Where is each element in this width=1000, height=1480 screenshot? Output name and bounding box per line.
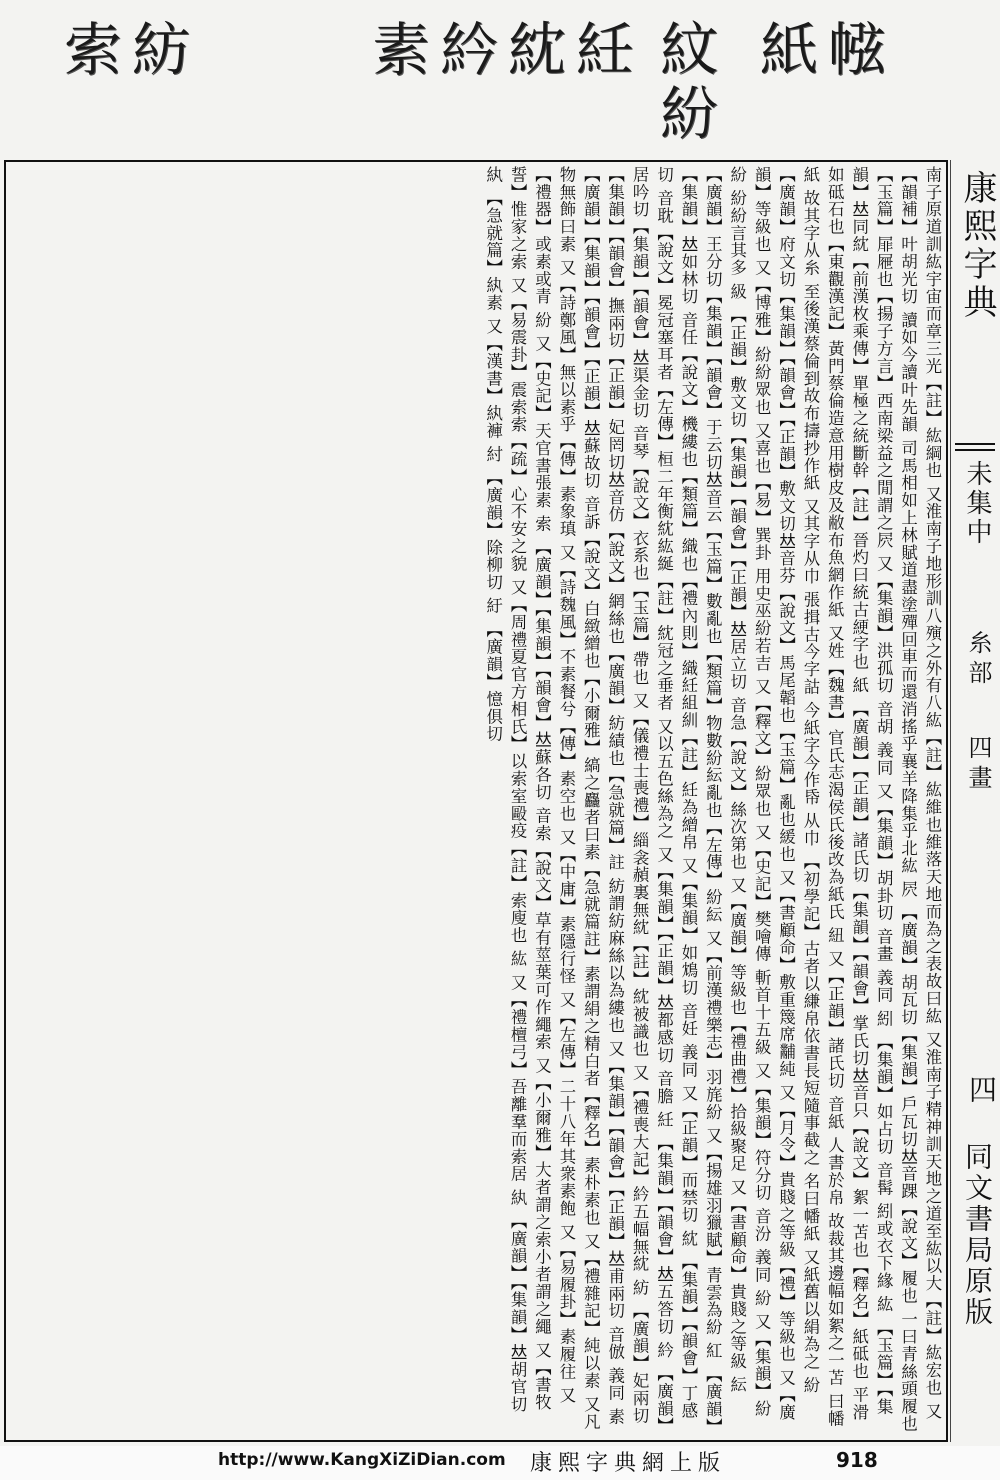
book-title: 康熙字典 (957, 170, 997, 322)
entries-text: 南子原道訓紘宇宙而章三光【註】紘綱也 又淮南子地形訓八殥之外有八紘【註】紘維也維落天地而為之表故曰紘 又淮南子精神訓天地之道至紘以大【註】紘宏也 又【韻補】叶胡光切 讀如今讀叶先韻 司馬相如上林賦道盡塗殫回車而還消搖乎襄羊降集乎北紘 屄 【廣韻】胡瓦切【集韻】戶瓦切𠀤音踝【說文】履也 一曰青絲頭履也【玉篇】屝屜也【揚子方言】西南梁益之閒謂之屄 又【集韻】洪孤切 音胡 義同 又【集韻】胡卦切 音畫 義同 紖 【集韻】如占切 音髯 紖或衣下緣 紘 【玉篇】【集韻】𠀤同紞【前漢枚乘傳】單極之統斷幹【註】晉灼曰統古綆字也 紙 【廣韻】【正韻】諸氏切【集韻】【韻會】掌氏切𠀤音只【說文】絮一苫也【釋名】紙砥也 平滑如砥石也【東觀漢記】黃門蔡倫造意用樹皮及敝布魚網作紙 又姓【魏書】官氏志渴侯氏後改為紙氏 紐 又【正韻】諸氏切 音紙 人書於帛 故裁其邊幅如絮之一苫 曰幡紙 故其字从糸 至後漢蔡倫到故布擣抄作紙 又其字从巾 張揖古今字詁 今紙字今作帋 从巾 【初學記】古者以縑帛依書長短隨事截之 名曰幡紙 又紙舊以絹為之 紛 【廣韻】府文切【集韻】【韻會】【正韻】敷文切𠀤音芬【說文】馬尾韜也【玉篇】亂也緩也 又【書顧命】敷重篾席黼純 又【月令】貴賤之等級【禮】等級也 又【廣韻】等級也 又【博雅】紛紛眾也 又喜也【易】巽卦 用史巫紛若吉 又【釋文】紛眾也 又【史記】樊噲傳 斬首十五級 又【集韻】符分切 音汾 義同 紛 又【集韻】紛紛 紛紛言其多 級 【正韻】敷文切【集韻】【韻會】【正韻】𠀤居立切 音急【說文】絲次第也 又【廣韻】等級也【禮曲禮】拾級聚足 又【書顧命】貴賤之等級 紜 【廣韻】王分切【集韻】【韻會】于云切𠀤音云【玉篇】數亂也【類篇】物數紛紜亂也【左傳】紛紜 又【前漢禮樂志】羽旄紛 又【揚雄羽獵賦】青雲為紛 紅 【廣韻】【集韻】𠀤如林切 音任【說文】機縷也【類篇】織也【禮內則】織紝組紃【註】紝為繒帛 又【集韻】如鴆切 音妊 義同 又【正韻】而禁切 紞 【集韻】【韻會】丁感切 音耽【說文】冕冠塞耳者【左傳】桓二年衡紞紘綖【註】紞冠之垂者 又以五色絲為之 又【集韻】【正韻】𠀤都感切 音膽 紝 【集韻】【韻會】𠀤五答切 紟 【廣韻】居吟切【集韻】【韻會】𠀤渠金切 音琴【說文】衣系也【玉篇】帶也 又【儀禮士喪禮】緇衾赬裏無紞【註】紞被識也 又【禮喪大記】紟五幅無紞 紡 【廣韻】妃兩切【集韻】【韻會】撫兩切【正韻】妃罔切𠀤音仿【說文】網絲也【廣韻】紡績也【急就篇】註 紡謂紡麻絲以為縷也 又【集韻】【韻會】【正韻】𠀤甫兩切 音倣 義同 素 【廣韻】【集韻】【韻會】【正韻】𠀤蘇故切 音訴【說文】白緻繒也【小爾雅】縞之麤者曰素【急就篇註】素謂絹之精白者【釋名】素朴素也 又【禮雜記】純以素 又凡物無飾曰素 又【詩鄭風】無以素乎【傳】素象瑱 又【詩魏風】不素餐兮【傳】素空也 又【中庸】素隱行怪 又【左傳】二十八年其衆素飽 又【易履卦】素履往 又【禮器】或素或青 紛 又【史記】天官書張素 索 【廣韻】【集韻】【韻會】𠀤蘇各切 音索【說文】草有莖葉可作繩索 又【小爾雅】大者謂之索小者謂之繩 又【書牧誓】惟家之索 又【易震卦】震索索【疏】心不安之貌 又【周禮夏官方相氏】以索室毆疫【註】索廋也 紘 又【禮檀弓】吾離羣而索居 紈 【廣韻】【集韻】𠀤胡官切 紈 【急就篇】紈素 又【漢書】紈褲 紂 【廣韻】除柳切 紆 【廣韻】憶俱切 (483, 166, 942, 1433)
chinese-page-number: 四 (965, 1075, 998, 1103)
radical-label: 糸部 (964, 630, 992, 690)
divider (955, 449, 995, 451)
seal-char: 㡉 (828, 16, 887, 84)
publisher-label: 同文書局原版 (961, 1142, 994, 1328)
seal-char: 紋 (660, 16, 719, 84)
seal-stack (660, 18, 718, 146)
seal-char: 紙 (760, 16, 819, 84)
stroke-count-label: 四畫 (964, 735, 992, 795)
seal-script-strip (0, 0, 1000, 160)
seal-char: 紟 (440, 16, 499, 84)
edition-label: 康熙字典網上版 (530, 1451, 727, 1476)
page-number: 918 (836, 1448, 878, 1472)
divider (955, 443, 995, 445)
seal-char: 素 (372, 16, 431, 84)
seal-char: 紛 (660, 80, 719, 148)
page-margin-header (950, 160, 1000, 1442)
seal-char: 紞 (508, 16, 567, 84)
seal-group-4 (64, 18, 190, 82)
collection-label: 未集中 (962, 460, 992, 547)
seal-group-1 (760, 18, 886, 82)
seal-group-3 (372, 18, 634, 82)
seal-char: 紡 (132, 16, 191, 84)
seal-char: 紝 (576, 16, 635, 84)
dictionary-page (0, 160, 1000, 1442)
site-url-link[interactable]: http://www.KangXiZiDian.com (218, 1450, 506, 1470)
seal-group-2 (660, 18, 718, 146)
seal-char: 索 (64, 16, 123, 84)
footer (0, 1446, 1000, 1480)
